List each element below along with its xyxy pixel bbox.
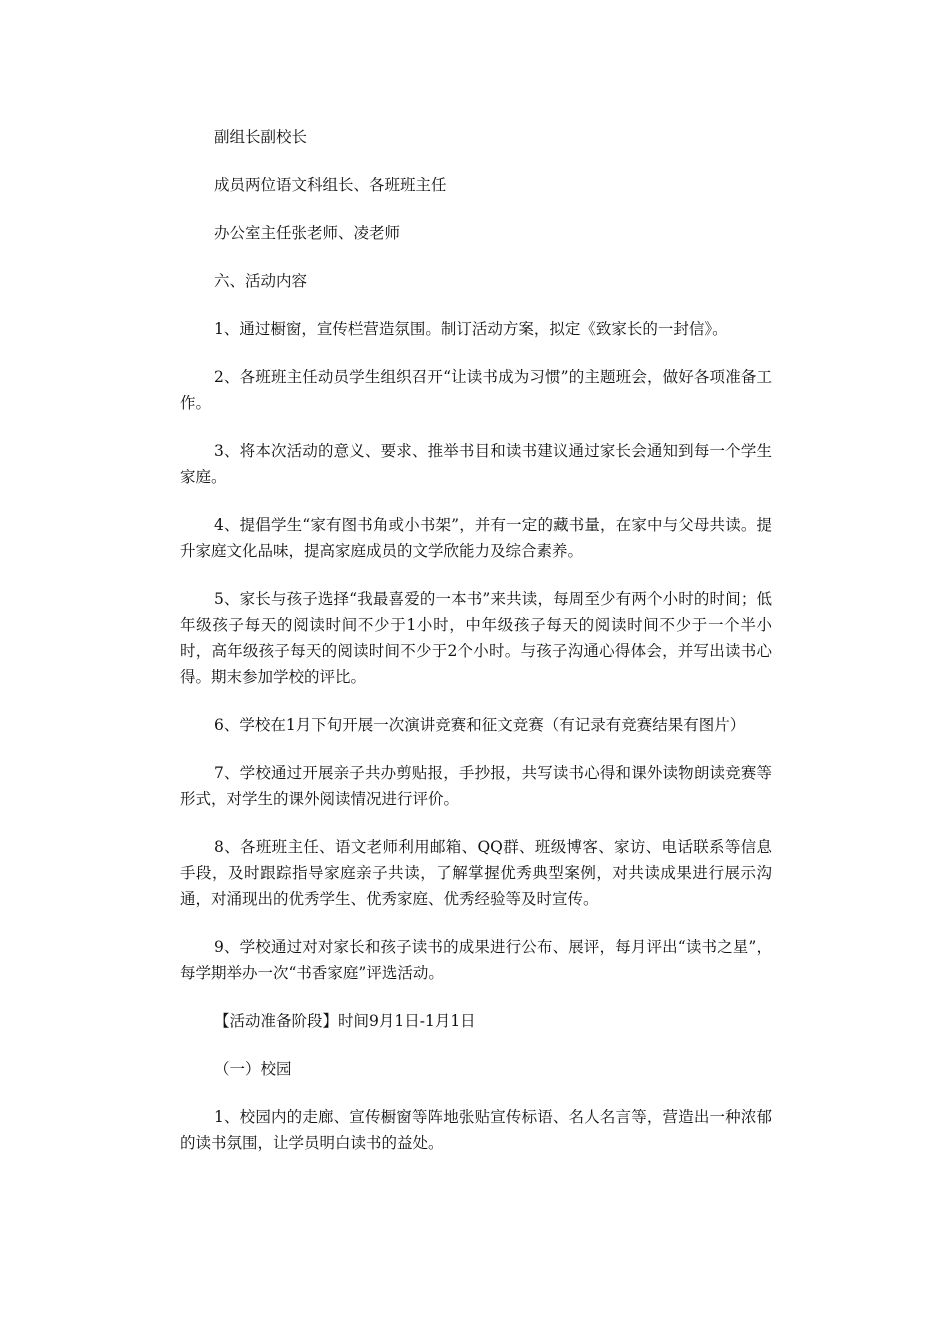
- activity-item-7: 7、学校通过开展亲子共办剪贴报，手抄报，共写读书心得和课外读物朗读竞赛等形式，对学生的课外阅读情况进行评价。: [180, 764, 772, 808]
- activity-item-5: 5、家长与孩子选择“我最喜爱的一本书”来共读，每周至少有两个小时的时间；低年级孩子每天的阅读时间不少于1小时，中年级孩子每天的阅读时间不少于一个半小时，高年级孩子每天的阅读时间不少于2个小时。与孩子沟通心得体会，并写出读书心得。期末参加学校的评比。: [180, 590, 772, 686]
- activity-item-9: 9、学校通过对对家长和孩子读书的成果进行公布、展评，每月评出“读书之星”，每学期举办一次“书香家庭”评选活动。: [180, 938, 772, 982]
- subsection-campus-heading: （一）校园: [214, 1060, 292, 1078]
- campus-item-1: 1、校园内的走廊、宣传橱窗等阵地张贴宣传标语、名人名言等，营造出一种浓郁的读书氛围，让学员明白读书的益处。: [180, 1108, 772, 1152]
- section-heading-activity-content: 六、活动内容: [214, 272, 308, 290]
- activity-item-6: 6、学校在1月下旬开展一次演讲竞赛和征文竞赛（有记录有竞赛结果有图片）: [214, 716, 746, 734]
- deputy-leader-line: 副组长副校长: [214, 128, 308, 146]
- activity-item-3: 3、将本次活动的意义、要求、推举书目和读书建议通过家长会通知到每一个学生家庭。: [180, 442, 772, 486]
- office-director-line: 办公室主任张老师、凌老师: [214, 224, 401, 242]
- activity-item-2: 2、各班班主任动员学生组织召开“让读书成为习惯”的主题班会，做好各项准备工作。: [180, 368, 772, 412]
- activity-item-4: 4、提倡学生“家有图书角或小书架”，并有一定的藏书量，在家中与父母共读。提升家庭文化品味，提高家庭成员的文学欣能力及综合素养。: [180, 516, 772, 560]
- document-body: [180, 124, 772, 1178]
- activity-item-1: 1、通过橱窗，宣传栏营造氛围。制订活动方案，拟定《致家长的一封信》。: [214, 320, 728, 338]
- activity-item-8: 8、各班班主任、语文老师利用邮箱、QQ群、班级博客、家访、电话联系等信息手段，及时跟踪指导家庭亲子共读，了解掌握优秀典型案例，对共读成果进行展示沟通，对涌现出的优秀学生、优秀家庭、优秀经验等及时宣传。: [180, 838, 772, 908]
- members-line: 成员两位语文科组长、各班班主任: [214, 176, 447, 194]
- preparation-stage-heading: 【活动准备阶段】时间9月1日-1月1日: [214, 1012, 476, 1030]
